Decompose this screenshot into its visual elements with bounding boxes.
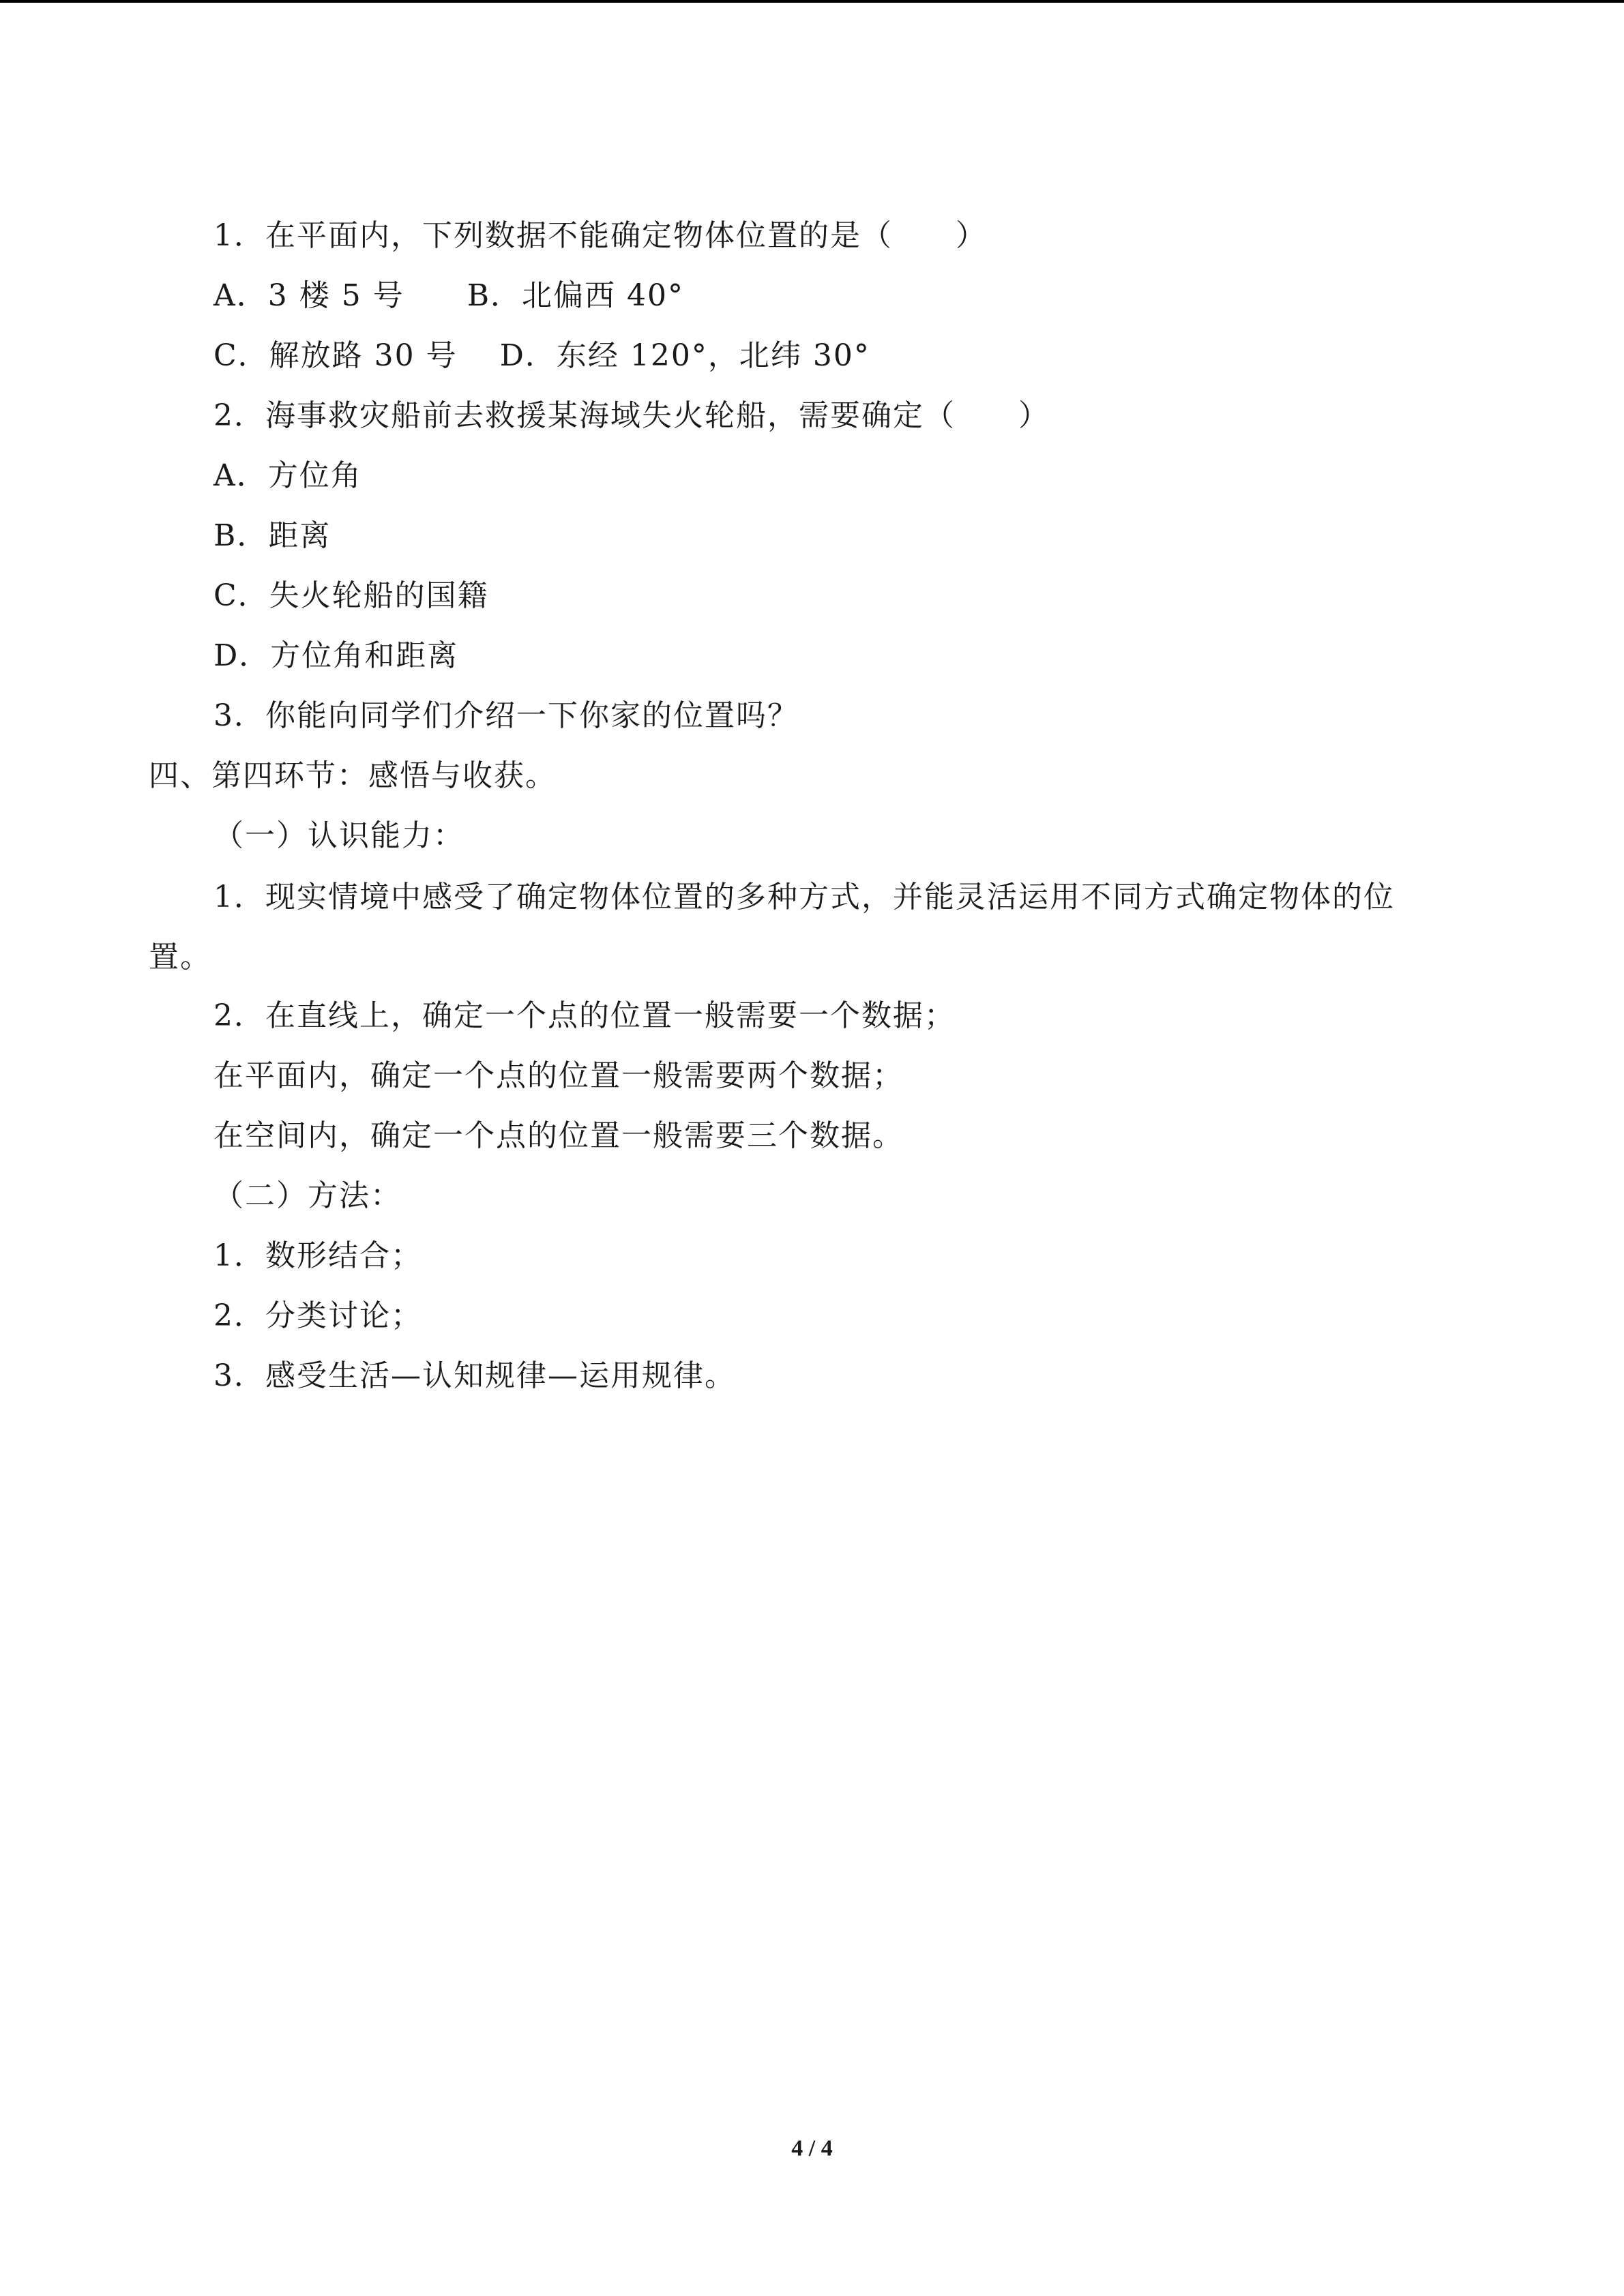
method-3: 3．感受生活—认知规律—运用规律。 xyxy=(213,1358,736,1393)
subsection-heading-2: （二）方法： xyxy=(213,1178,402,1213)
page-number: 4 / 4 xyxy=(791,2136,833,2161)
ability-point-2-plane: 在平面内，确定一个点的位置一般需要两个数据； xyxy=(213,1058,904,1093)
ability-point-1: 1．现实情境中感受了确定物体位置的多种方式，并能灵活运用不同方式确定物体的位置。 xyxy=(149,880,1395,974)
ability-point-2-space: 在空间内，确定一个点的位置一般需要三个数据。 xyxy=(213,1118,904,1153)
question-1-options-cd: C．解放路 30 号 D．东经 120°，北纬 30° xyxy=(213,338,870,373)
method-2: 2．分类讨论； xyxy=(213,1298,422,1333)
question-2-option-a: A．方位角 xyxy=(213,458,362,493)
question-3: 3．你能向同学们介绍一下你家的位置吗？ xyxy=(213,698,799,733)
question-2: 2．海事救灾船前去救援某海域失火轮船，需要确定（ ） xyxy=(213,398,1050,433)
question-2-option-d: D．方位角和距离 xyxy=(213,638,459,673)
subsection-heading-1: （一）认识能力： xyxy=(213,818,464,853)
question-2-option-c: C．失火轮船的国籍 xyxy=(213,578,489,613)
section-heading: 四、第四环节：感悟与收获。 xyxy=(149,758,557,793)
ability-point-2: 2．在直线上，确定一个点的位置一般需要一个数据； xyxy=(213,998,956,1033)
method-1: 1．数形结合； xyxy=(213,1238,422,1273)
question-2-option-b: B．距离 xyxy=(213,518,331,553)
question-1: 1．在平面内，下列数据不能确定物体位置的是（ ） xyxy=(213,218,987,253)
top-border xyxy=(0,0,1624,3)
question-1-options-ab: A．3 楼 5 号 B．北偏西 40° xyxy=(213,278,685,313)
